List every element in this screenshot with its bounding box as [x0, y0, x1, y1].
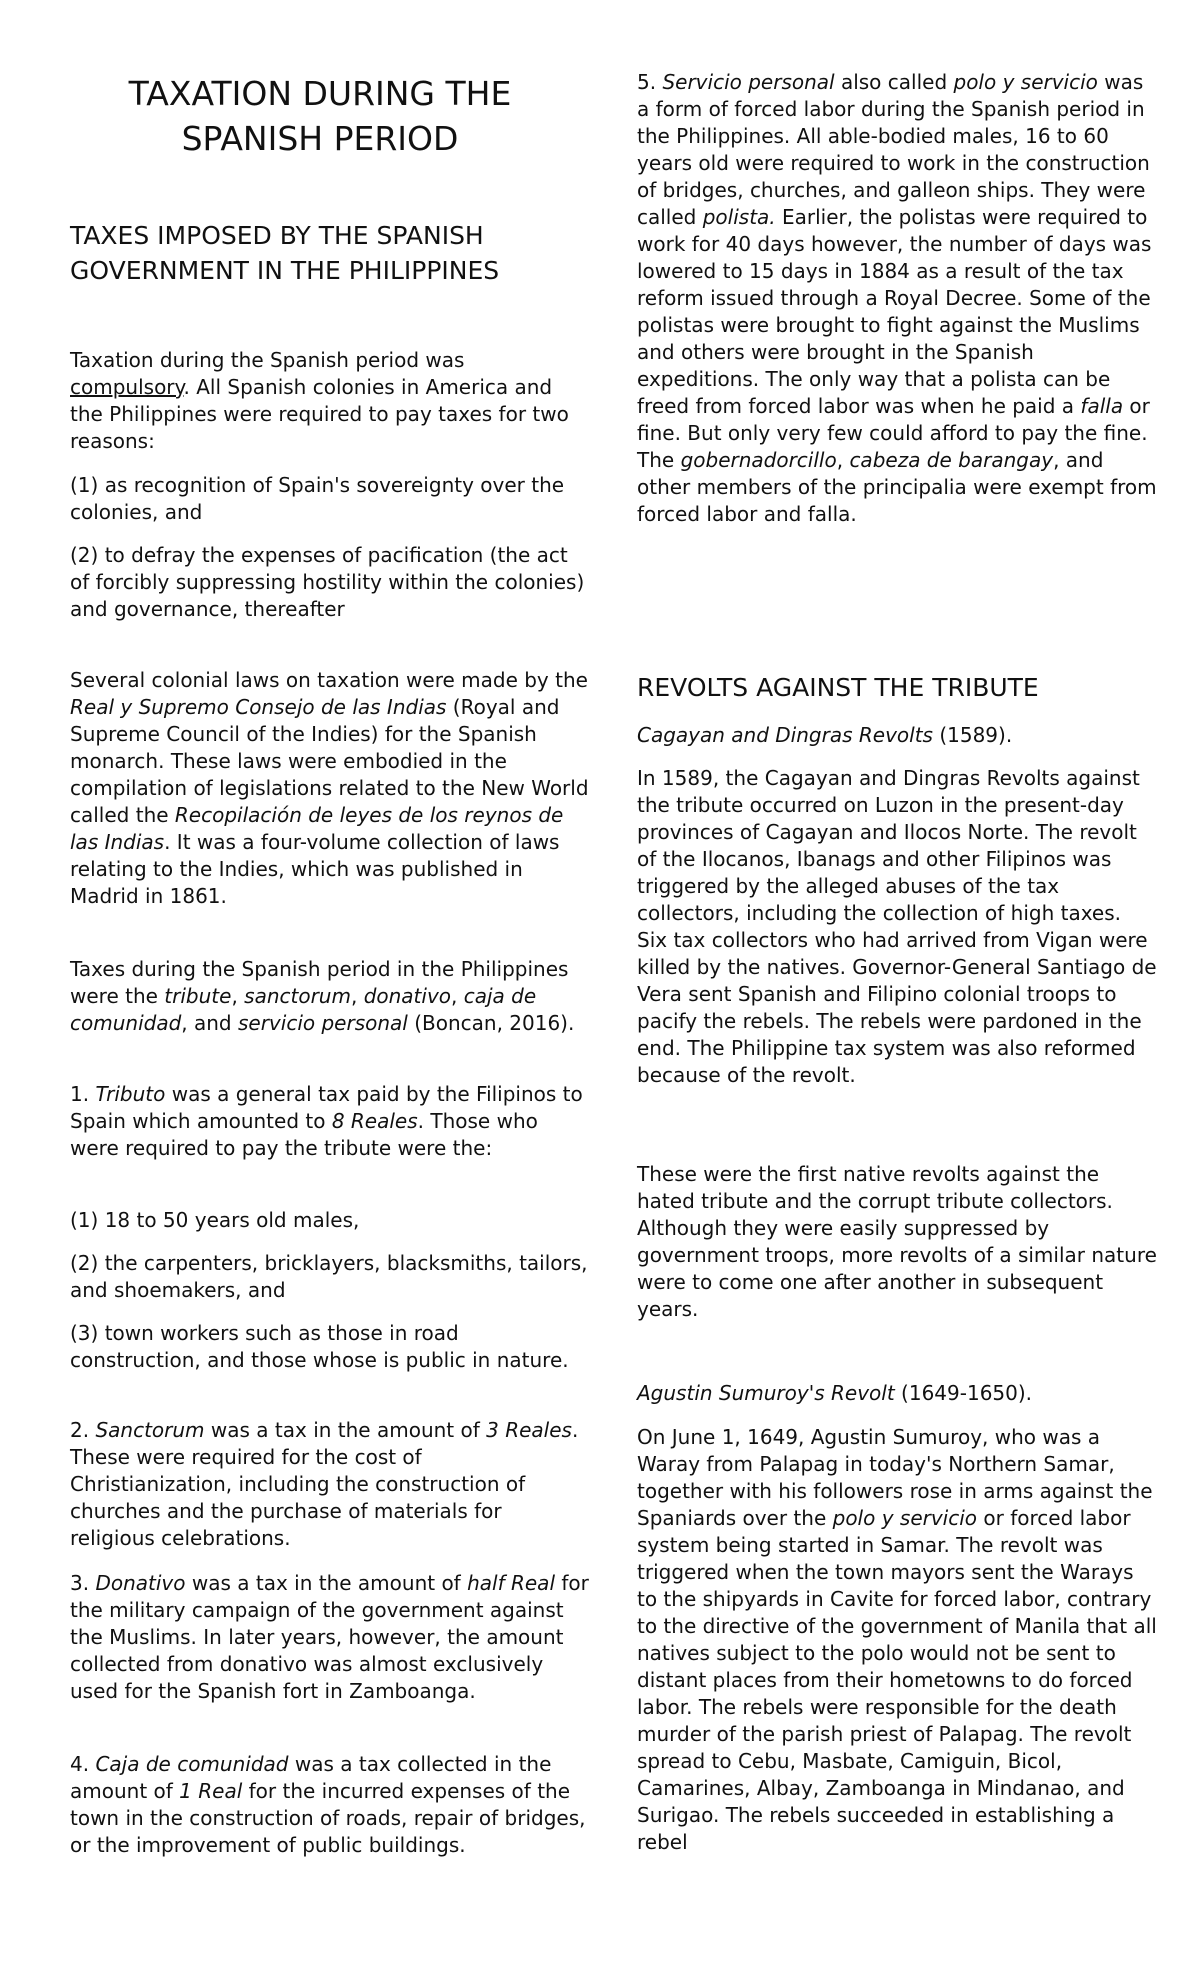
- tax-caja: caja de comunidad: [70, 984, 537, 1035]
- polista-term: polista.: [702, 205, 776, 229]
- servicio-text-c: Earlier, the polistas were required to work for 40 days however, the number of days was lowered to 15 days in 1884 as a result of the tax reform issued through a Royal Decree. Some of the polistas were brought to fight against the Muslims and others were brought in the Spanish expeditions. The only way that a polista can be freed from forced labor was when he paid a: [637, 205, 1152, 418]
- servicio-paragraph: [637, 69, 1157, 528]
- caja-amount: 1 Real: [179, 1779, 243, 1803]
- laws-text-b: (Royal and Supreme Council of the Indies) for the Spanish monarch. These laws were embodied in the compilation of legislations related to the New World called the: [70, 695, 589, 827]
- sep-3: ,: [451, 984, 464, 1008]
- sumuroy-polo-term: polo y servicio: [832, 1506, 978, 1530]
- payer-3: (3) town workers such as those in road construction, and those whose is public in nature.: [70, 1321, 569, 1372]
- sanctorum-name: Sanctorum: [95, 1418, 205, 1442]
- tributo-name: Tributo: [95, 1082, 166, 1106]
- compulsory-underlined: compulsory: [70, 375, 184, 399]
- reason-2: (2) to defray the expenses of pacification (the act of forcibly suppressing hostility within the colonies) and governance, thereafter: [70, 543, 585, 621]
- sep-4: , and: [181, 1011, 238, 1035]
- polo-y-servicio: polo y servicio: [953, 70, 1098, 94]
- reason-1: (1) as recognition of Spain's sovereignty over the colonies, and: [70, 473, 565, 524]
- sumuroy-text-a: On June 1, 1649, Agustin Sumuroy, who was a Waray from Palapag in today's Northern Samar, together with his followers rose in arms against the Spaniards over the: [637, 1425, 1153, 1530]
- cagayan-paragraph-1: In 1589, the Cagayan and Dingras Revolts against the tribute occurred on Luzon in the present-day provinces of Cagayan and Ilocos Norte. The revolt of the Ilocanos, Ibanags and other Filipinos was triggered by the alleged abuses of the tax collectors, including the collection of high taxes. Six tax collectors who had arrived from Vigan were killed by the natives. Governor-General Santiago de Vera sent Spanish and Filipino colonial troops to pacify the rebels. The rebels were pardoned in the end. The Philippine tax system was also reformed because of the revolt.: [637, 766, 1157, 1087]
- item-number: 5.: [637, 70, 663, 94]
- sanctorum-amount: 3 Reales: [486, 1418, 572, 1442]
- sep-1: ,: [231, 984, 245, 1008]
- servicio-text-b: was a form of forced labor during the Spanish period in the Philippines. All able-bodied males, 16 to 60 years old were required to work in the construction of bridges, churches, and galleon ships. They were called: [637, 70, 1150, 229]
- gobernadorcillo-term: gobernadorcillo: [680, 448, 837, 472]
- donativo-paragraph: [70, 1570, 590, 1705]
- sumuroy-paragraph: [637, 1424, 1157, 1856]
- tributo-text-a: was a general tax paid by the Filipinos to Spain which amounted to: [70, 1082, 583, 1133]
- payer-2: (2) the carpenters, bricklayers, blacksmiths, tailors, and shoemakers, and: [70, 1251, 588, 1302]
- recopilacion-name: Recopilación de leyes de los reynos de las Indias: [70, 803, 564, 854]
- sumuroy-year: (1649-1650).: [894, 1381, 1033, 1405]
- payer-1: (1) 18 to 50 years old males,: [70, 1208, 360, 1232]
- intro-paragraph: [70, 347, 590, 455]
- tax-sanctorum: sanctorum: [244, 984, 351, 1008]
- tributo-amount: 8 Reales: [331, 1109, 418, 1133]
- cagayan-paragraph-2: These were the first native revolts against the hated tribute and the corrupt tribute collectors. Although they were easily suppressed by government troops, more revolts of a similar nature were to come one after another in subsequent years.: [637, 1162, 1157, 1321]
- cagayan-heading: [637, 722, 1157, 749]
- sanctorum-text-a: was a tax in the amount of: [204, 1418, 487, 1442]
- cagayan-year: (1589).: [932, 723, 1013, 747]
- item-number: 1.: [70, 1082, 96, 1106]
- sep-2: ,: [350, 984, 364, 1008]
- caja-text-b: for the incurred expenses of the town in the construction of roads, repair of bridges, or the improvement of public buildings.: [70, 1779, 586, 1857]
- laws-text-a: Several colonial laws on taxation were made by the: [70, 668, 588, 692]
- donativo-text-b: for the military campaign of the government against the Muslims. In later years, however, the amount collected from donativo was almost exclusively used for the Spanish fort in Zamboanga.: [70, 1571, 589, 1703]
- donativo-text-a: was a tax in the amount of: [185, 1571, 468, 1595]
- servicio-name: Servicio personal: [662, 70, 835, 94]
- section-heading-revolts: REVOLTS AGAINST THE TRIBUTE: [637, 673, 1039, 702]
- sumuroy-heading: [637, 1380, 1157, 1407]
- falla-term: falla: [1080, 394, 1124, 418]
- servicio-text-f: , and other members of the principalia were exempt from forced labor and falla.: [637, 448, 1157, 526]
- caja-text-a: was a tax collected in the amount of: [70, 1752, 552, 1803]
- sumuroy-title: Agustin Sumuroy's Revolt: [637, 1381, 895, 1405]
- taxes-text-a: Taxes during the Spanish period in the Philippines were the: [70, 957, 569, 1008]
- tax-donativo: donativo: [363, 984, 452, 1008]
- item-number: 3.: [70, 1571, 96, 1595]
- caja-name: Caja de comunidad: [95, 1752, 289, 1776]
- servicio-text-e: ,: [836, 448, 850, 472]
- document-title: TAXATION DURING THE SPANISH PERIOD: [128, 74, 512, 158]
- taxes-text-b: (Boncan, 2016).: [407, 1011, 575, 1035]
- sanctorum-text-b: . These were required for the cost of Christianization, including the construction of churches and the purchase of materials for religious celebrations.: [70, 1418, 579, 1550]
- sumuroy-text-b: or forced labor system being started in Samar. The revolt was triggered when the town mayors sent the Warays to the shipyards in Cavite for forced labor, contrary to the directive of the government of Manila that all natives subject to the polo would not be sent to distant places from their hometowns to do forced labor. The rebels were responsible for the death murder of the parish priest of Palapag. The revolt spread to Cebu, Masbate, Camiguin, Bicol, Camarines, Albay, Zamboanga in Mindanao, and Surigao. The rebels succeeded in establishing a rebel: [637, 1506, 1157, 1854]
- laws-text-c: . It was a four-volume collection of laws relating to the Indies, which was published in Madrid in 1861.: [70, 830, 560, 908]
- tax-tribute: tribute: [164, 984, 232, 1008]
- donativo-amount: half Real: [467, 1571, 555, 1595]
- cabeza-term: cabeza de barangay: [849, 448, 1054, 472]
- cagayan-title: Cagayan and Dingras Revolts: [637, 723, 933, 747]
- servicio-text-d: or fine. But only very few could afford to pay the fine. The: [637, 394, 1150, 472]
- council-name: Real y Supremo Consejo de las Indias: [70, 695, 447, 719]
- tributo-paragraph: [70, 1081, 590, 1162]
- colonial-laws-paragraph: [70, 667, 590, 910]
- item-number: 2.: [70, 1418, 96, 1442]
- servicio-text-a: also called: [834, 70, 954, 94]
- sanctorum-paragraph: [70, 1417, 590, 1552]
- intro-text-a: Taxation during the Spanish period was: [70, 348, 465, 372]
- caja-paragraph: [70, 1751, 590, 1859]
- taxes-list-paragraph: [70, 956, 590, 1037]
- item-number: 4.: [70, 1752, 96, 1776]
- tributo-text-b: . Those who were required to pay the tribute were the:: [70, 1109, 538, 1160]
- section-heading-taxes: TAXES IMPOSED BY THE SPANISH GOVERNMENT IN THE PHILIPPINES: [70, 221, 500, 285]
- donativo-name: Donativo: [95, 1571, 186, 1595]
- tax-servicio: servicio personal: [237, 1011, 408, 1035]
- intro-text-b: . All Spanish colonies in America and the Philippines were required to pay taxes for two reasons:: [70, 375, 569, 453]
